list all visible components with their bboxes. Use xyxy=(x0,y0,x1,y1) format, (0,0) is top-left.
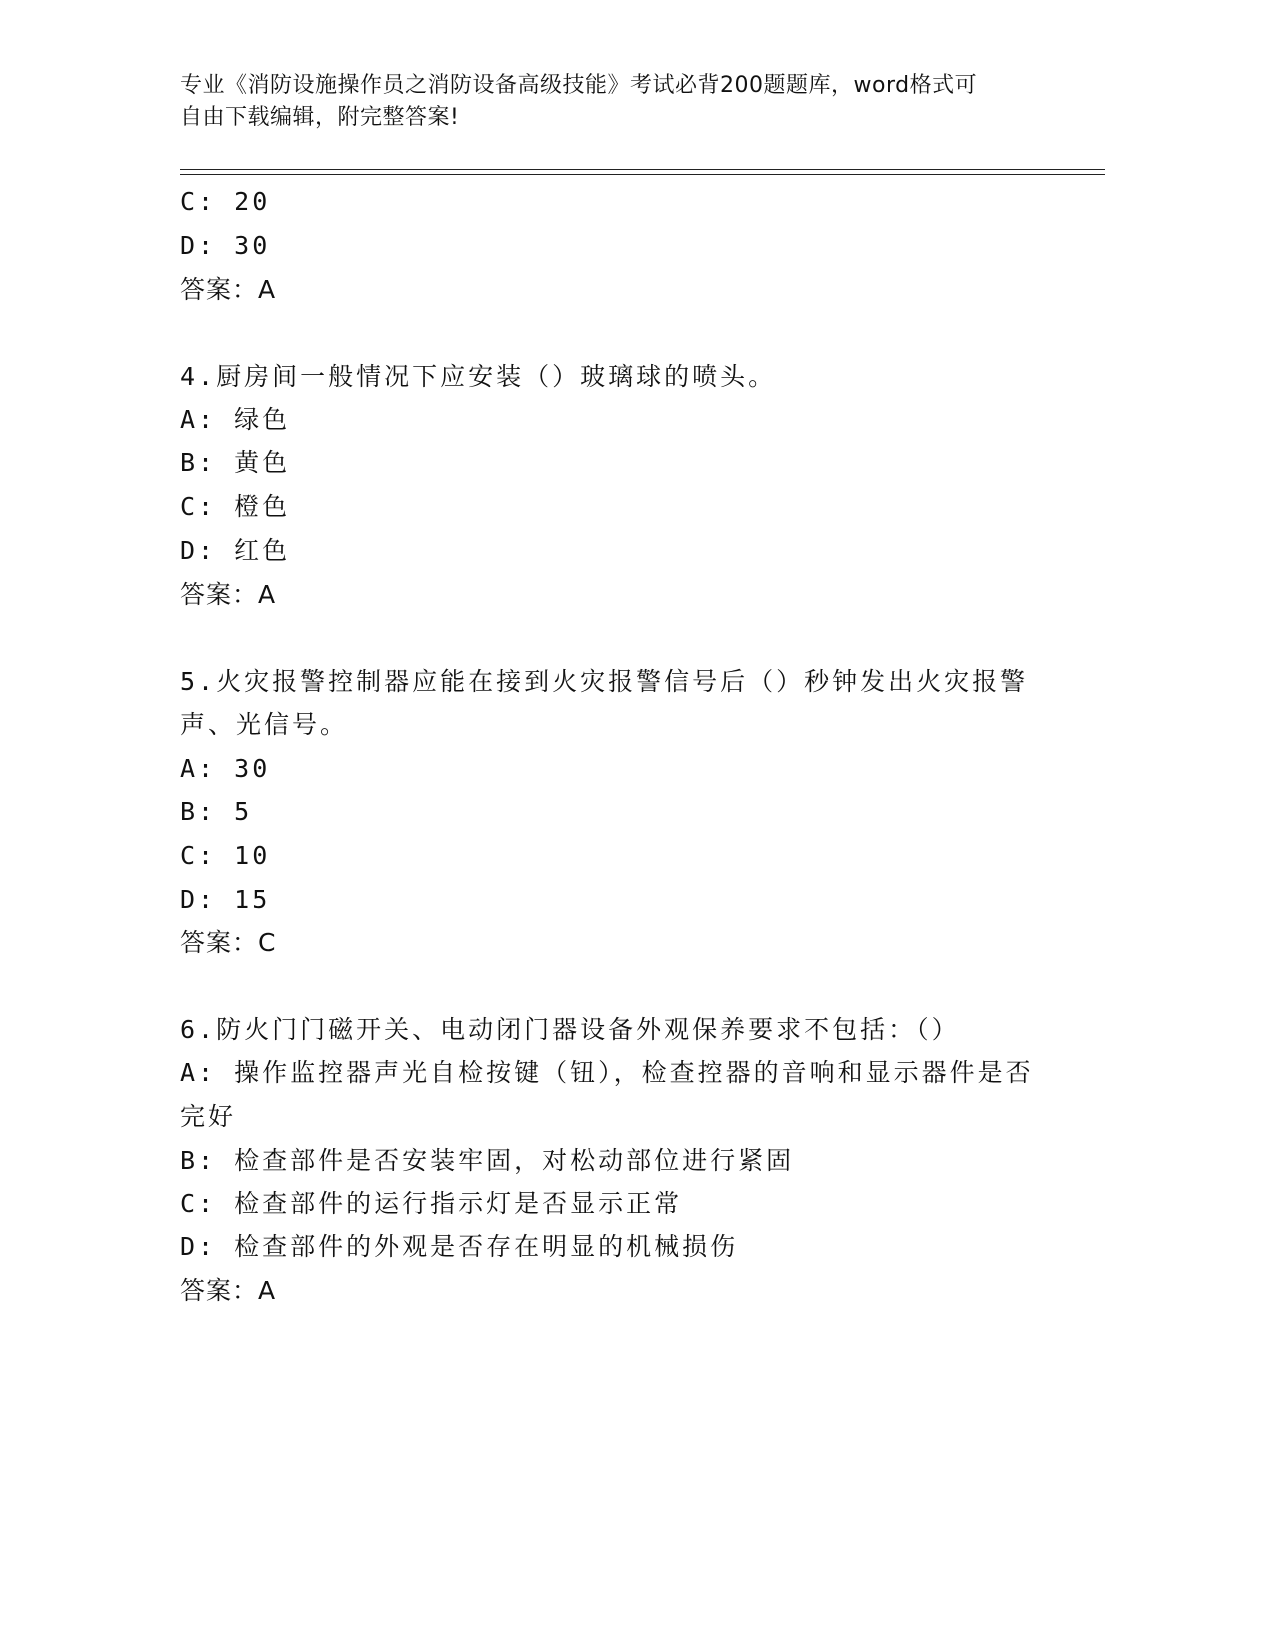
q3-answer: 答案：A xyxy=(180,275,277,304)
q4-option-c: C: 橙色 xyxy=(180,492,291,521)
q5-answer: 答案：C xyxy=(180,928,277,957)
q6-option-a-line-1: A: 操作监控器声光自检按键（钮），检查控器的音响和显示器件是否 xyxy=(180,1058,1034,1087)
q6-option-c: C: 检查部件的运行指示灯是否显示正常 xyxy=(180,1189,683,1218)
header-divider-bottom xyxy=(180,174,1105,175)
q3-option-d: D: 30 xyxy=(180,231,271,260)
q5-option-b: B: 5 xyxy=(180,797,253,826)
q5-stem-line-1: 5.火灾报警控制器应能在接到火灾报警信号后（）秒钟发出火灾报警 xyxy=(180,667,1029,696)
q6-option-b: B: 检查部件是否安装牢固，对松动部位进行紧固 xyxy=(180,1146,795,1175)
q4-option-a: A: 绿色 xyxy=(180,405,291,434)
header-line-1: 专业《消防设施操作员之消防设备高级技能》考试必背200题题库，word格式可 xyxy=(180,73,978,98)
q5-option-a: A: 30 xyxy=(180,754,271,783)
q5-option-c: C: 10 xyxy=(180,841,271,870)
q6-option-d: D: 检查部件的外观是否存在明显的机械损伤 xyxy=(180,1232,739,1261)
q4-option-b: B: 黄色 xyxy=(180,448,291,477)
q3-option-c: C: 20 xyxy=(180,187,271,216)
q6-answer: 答案：A xyxy=(180,1276,277,1305)
q6-stem: 6.防火门门磁开关、电动闭门器设备外观保养要求不包括：（） xyxy=(180,1015,960,1044)
q5-option-d: D: 15 xyxy=(180,885,271,914)
header-divider-top xyxy=(180,169,1105,170)
document-header xyxy=(180,70,1040,134)
q4-stem: 4.厨房间一般情况下应安装（）玻璃球的喷头。 xyxy=(180,362,777,391)
q6-option-a-line-2: 完好 xyxy=(180,1102,237,1131)
q4-answer: 答案：A xyxy=(180,580,277,609)
q5-stem-line-2: 声、光信号。 xyxy=(180,710,349,739)
header-line-2: 自由下载编辑，附完整答案! xyxy=(180,105,460,130)
q4-option-d: D: 红色 xyxy=(180,536,291,565)
